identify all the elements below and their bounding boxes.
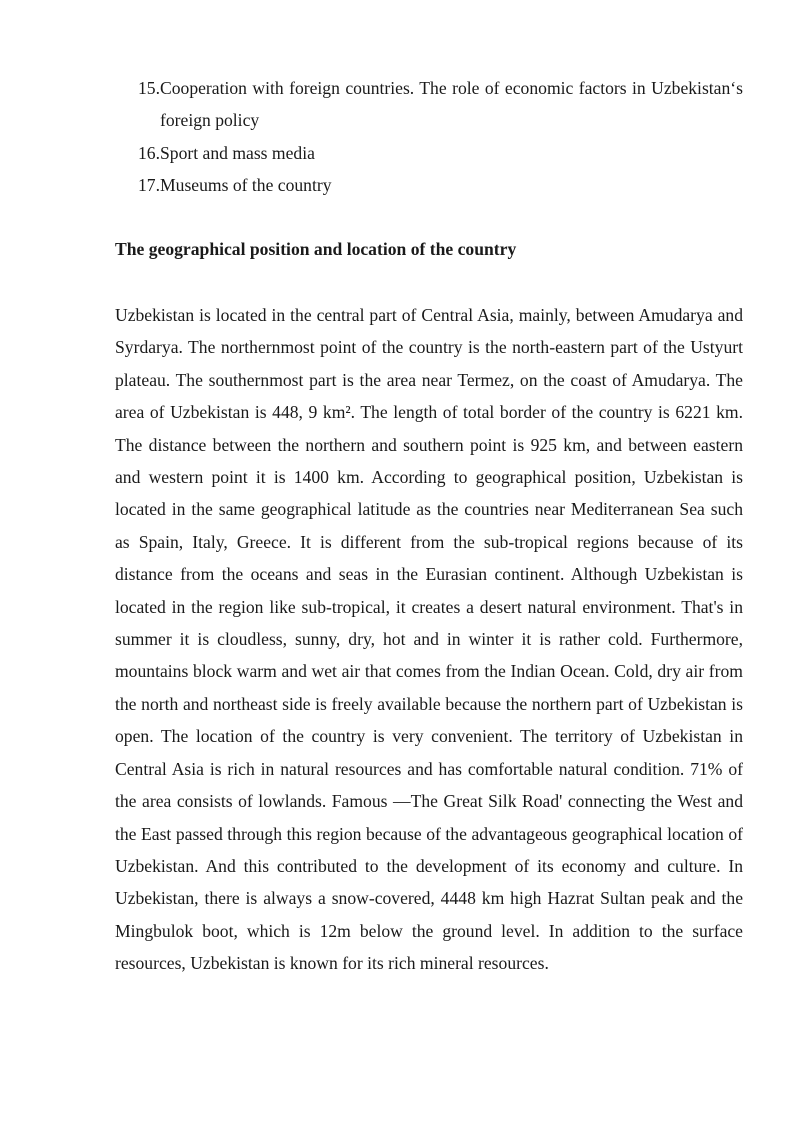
topic-list	[138, 72, 743, 202]
list-item-text: Sport and mass media	[160, 142, 315, 163]
list-item	[138, 72, 743, 137]
list-item	[138, 137, 743, 169]
list-item	[138, 169, 743, 201]
section-heading: The geographical position and location of the country	[115, 239, 517, 259]
list-item-number: 15.	[138, 78, 160, 98]
list-item-text: Museums of the country	[160, 175, 332, 196]
section-paragraph: Uzbekistan is located in the central part of Central Asia, mainly, between Amudarya and Syrdarya. The northernmost point of the country is the north-eastern part of the Ustyurt plateau. The southernmost part is the area near Termez, on the coast of Amudarya. The area of Uzbekistan is 448, 9 km². The length of total border of the country is 6221 km. The distance between the northern and southern point is 925 km, and between eastern and western point it is 1400 km. According to geographical position, Uzbekistan is located in the same geographical latitude as the countries near Mediterranean Sea such as Spain, Italy, Greece. It is different from the sub-tropical regions because of its distance from the oceans and seas in the Eurasian continent. Although Uzbekistan is located in the region like sub-tropical, it creates a desert natural environment. That's in summer it is cloudless, sunny, dry, hot and in winter it is rather cold. Furthermore, mountains block warm and wet air that comes from the Indian Ocean. Cold, dry air from the north and northeast side is freely available because the northern part of Uzbekistan is open. The location of the country is very convenient. The territory of Uzbekistan in Central Asia is rich in natural resources and has comfortable natural condition. 71% of the area consists of lowlands. Famous ―The Great Silk Road' connecting the West and the East passed through this region because of the advantageous geographical location of Uzbekistan. And this contributed to the development of its economy and culture. In Uzbekistan, there is always a snow-covered, 4448 km high Hazrat Sultan peak and the Mingbulok boot, which is 12m below the ground level. In addition to the surface resources, Uzbekistan is known for its rich mineral resources.	[115, 305, 743, 974]
list-item-number: 17.	[138, 175, 160, 196]
list-item-number: 16.	[138, 142, 160, 163]
list-item-text: Cooperation with foreign countries. The role of economic factors in Uzbekistan‘s foreign policy	[160, 78, 743, 131]
